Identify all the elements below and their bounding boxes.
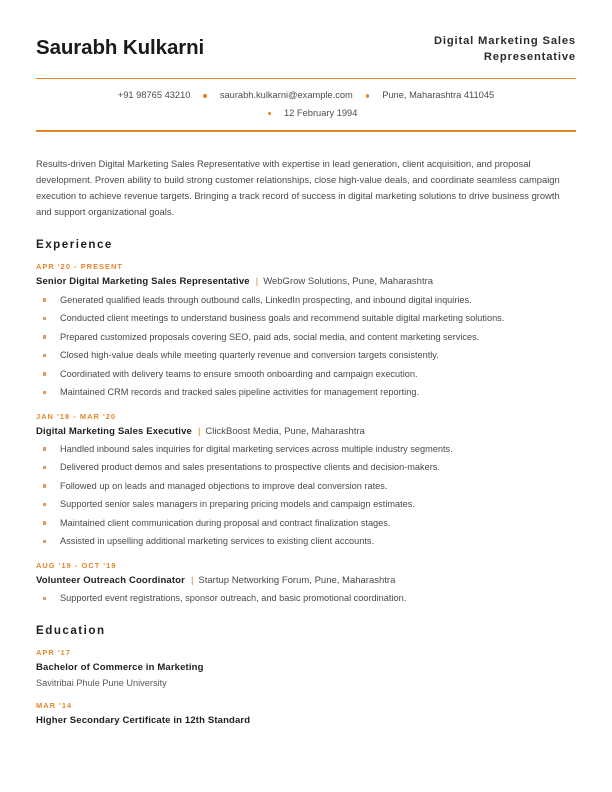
- education-institution: Savitribai Phule Pune University: [36, 678, 167, 689]
- section-education: [36, 624, 576, 727]
- resume-header: [36, 34, 576, 66]
- experience-bullet-list: [36, 443, 576, 549]
- professional-summary: Results-driven Digital Marketing Sales Representative with expertise in lead generation, client acquisition, and proposal development. Proven ability to build strong customer relationships, close high-value deals, and coordinate seamless campaign execution to achieve revenue targets. Bringing a track record of success in digital marketing solutions to drive business growth and support organizational goals.: [36, 157, 560, 218]
- experience-entry: [36, 262, 576, 400]
- experience-bullet-list: [36, 294, 576, 400]
- list-item: Maintained client communication during proposal and contract finalization stages.: [36, 517, 576, 531]
- contact-separator-dot-icon: [268, 112, 271, 115]
- section-experience: [36, 238, 576, 606]
- education-entry: [36, 701, 576, 727]
- list-item: Supported senior sales managers in preparing pricing models and campaign estimates.: [36, 498, 576, 512]
- experience-entry: [36, 412, 576, 550]
- education-date: MAR '14: [36, 701, 73, 711]
- entry-spacer: [36, 554, 576, 561]
- education-degree: Bachelor of Commerce in Marketing: [36, 662, 204, 674]
- contact-email: saurabh.kulkarni@example.com: [219, 90, 353, 101]
- experience-heading: [36, 574, 576, 587]
- contact-date-of-birth: 12 February 1994: [284, 108, 358, 119]
- list-item: Coordinated with delivery teams to ensure smooth onboarding and campaign execution.: [36, 368, 576, 382]
- list-item: Prepared customized proposals covering SEO, paid ads, social media, and content marketing services.: [36, 331, 576, 345]
- list-item: Generated qualified leads through outbound calls, LinkedIn prospecting, and inbound digital inquiries.: [36, 294, 576, 308]
- entry-spacer: [36, 405, 576, 412]
- experience-organization: WebGrow Solutions, Pune, Maharashtra: [263, 276, 434, 288]
- experience-heading: [36, 275, 576, 288]
- list-item: Delivered product demos and sales presentations to prospective clients and decision-makers.: [36, 461, 576, 475]
- contact-block: [36, 79, 576, 121]
- list-item: Maintained CRM records and tracked sales pipeline activities for management reporting.: [36, 386, 576, 400]
- contact-separator-dot-icon: [203, 94, 206, 97]
- list-item: Followed up on leads and managed objections to improve deal conversion rates.: [36, 480, 576, 494]
- section-title-experience: Experience: [36, 238, 113, 252]
- experience-date: JAN '18 - MAR '20: [36, 411, 117, 421]
- experience-job-title: Senior Digital Marketing Sales Representative: [36, 276, 250, 288]
- experience-date: AUG '19 - OCT '19: [36, 560, 117, 570]
- pipe-separator-icon: |: [255, 276, 259, 288]
- experience-entry: [36, 561, 576, 606]
- experience-organization: ClickBoost Media, Pune, Maharashtra: [205, 425, 365, 437]
- contact-separator-dot-icon: [366, 94, 369, 97]
- list-item: Closed high-value deals while meeting quarterly revenue and conversion targets consistently.: [36, 349, 576, 363]
- experience-organization: Startup Networking Forum, Pune, Maharashtra: [198, 574, 396, 586]
- education-date: APR '17: [36, 648, 71, 658]
- experience-bullet-list: [36, 592, 576, 606]
- contact-row-secondary: [36, 106, 576, 121]
- header-divider-bottom: [36, 130, 576, 132]
- contact-phone: +91 98765 43210: [117, 90, 191, 101]
- experience-heading: [36, 425, 576, 438]
- experience-job-title: Digital Marketing Sales Executive: [36, 425, 192, 437]
- list-item: Handled inbound sales inquiries for digital marketing services across multiple industry segments.: [36, 443, 576, 457]
- education-entry: [36, 648, 576, 691]
- experience-job-title: Volunteer Outreach Coordinator: [36, 574, 185, 586]
- pipe-separator-icon: |: [197, 425, 201, 437]
- list-item: Conducted client meetings to understand business goals and recommend suitable digital marketing solutions.: [36, 312, 576, 326]
- candidate-headline: Digital Marketing Sales Representative: [433, 35, 576, 63]
- list-item: Assisted in upselling additional marketing services to existing client accounts.: [36, 535, 576, 549]
- pipe-separator-icon: |: [190, 574, 194, 586]
- contact-row-primary: [36, 88, 576, 103]
- contact-location: Pune, Maharashtra 411045: [382, 90, 495, 101]
- education-heading: [36, 714, 576, 727]
- list-item: Supported event registrations, sponsor outreach, and basic promotional coordination.: [36, 592, 576, 606]
- section-title-education: Education: [36, 624, 106, 638]
- education-degree: Higher Secondary Certificate in 12th Standard: [36, 715, 251, 727]
- candidate-name: Saurabh Kulkarni: [36, 36, 205, 59]
- education-heading: [36, 661, 576, 674]
- experience-date: APR '20 - PRESENT: [36, 262, 123, 272]
